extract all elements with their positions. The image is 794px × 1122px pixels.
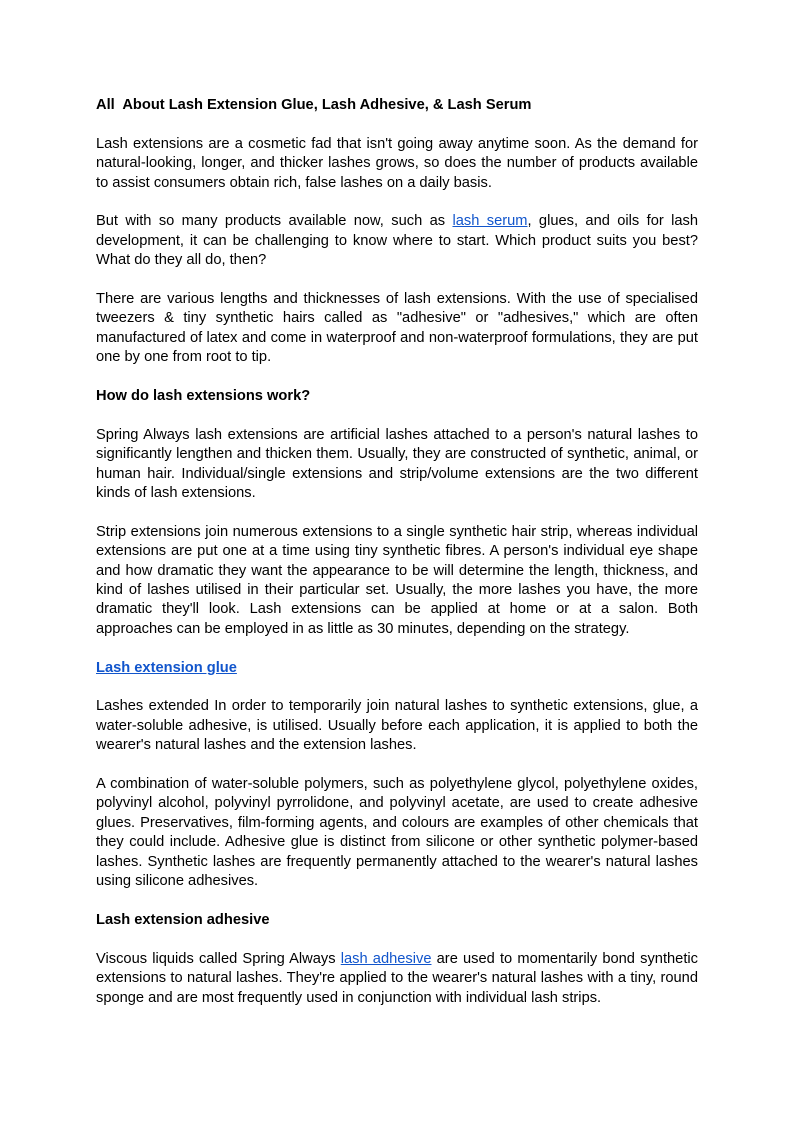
paragraph-text: Viscous liquids called Spring Always bbox=[96, 950, 341, 967]
paragraph-text: , glues, and oils for lash development, it can be challenging to know where to start. Which product suits you best? What do they all do, then? bbox=[96, 213, 698, 269]
paragraph-intro-demand bbox=[96, 135, 698, 193]
paragraph-intro-lengths bbox=[96, 290, 698, 368]
heading-lash-extension-glue-row bbox=[96, 659, 698, 678]
paragraph-text: are used to momentarily bond synthetic extensions to natural lashes. They're applied to the wearer's natural lashes with a tiny, round sponge and are most frequently used in conjunction with individual lash strips. bbox=[96, 950, 698, 1006]
paragraph-intro-products bbox=[96, 212, 698, 270]
lash-adhesive-link[interactable]: lash adhesive bbox=[340, 950, 432, 967]
heading-how-do-lash-extensions-work: How do lash extensions work? bbox=[96, 388, 311, 405]
paragraph-text: Spring Always lash extensions are artificial lashes attached to a person's natural lashes to significantly lengthen and thicken them. Usually, they are constructed of synthetic, animal, or human hair. Individual/single extensions and strip/volume extensions are the two different kinds of lash extensions. bbox=[96, 426, 698, 502]
heading-lash-extension-adhesive: Lash extension adhesive bbox=[96, 911, 270, 928]
document-title: All About Lash Extension Glue, Lash Adhesive, & Lash Serum bbox=[96, 97, 532, 113]
paragraph-text: There are various lengths and thicknesses of lash extensions. With the use of specialised tweezers & tiny synthetic hairs called as "adhesive" or "adhesives," which are often manufactured of latex and come in waterproof and non-waterproof formulations, they are put one by one from root to tip. bbox=[96, 291, 698, 366]
paragraph-glue-2 bbox=[96, 775, 698, 891]
paragraph-adhesive-1 bbox=[96, 950, 698, 1008]
lash-serum-link[interactable]: lash serum bbox=[452, 213, 528, 230]
paragraph-text: Lashes extended In order to temporarily join natural lashes to synthetic extensions, glue, a water-soluble adhesive, is utilised. Usually before each application, it is applied to both the wearer's natural lashes and the extension lashes. bbox=[96, 698, 698, 754]
paragraph-glue-1 bbox=[96, 697, 698, 755]
paragraph-how-work-2 bbox=[96, 523, 698, 639]
paragraph-how-work-1 bbox=[96, 426, 698, 504]
lash-extension-glue-link[interactable]: Lash extension glue bbox=[96, 659, 237, 676]
paragraph-text: Lash extensions are a cosmetic fad that isn't going away anytime soon. As the demand for natural-looking, longer, and thicker lashes grows, so does the number of products available to assist consumers obtain rich, false lashes on a daily basis. bbox=[96, 135, 698, 191]
paragraph-text: But with so many products available now, such as bbox=[96, 213, 453, 230]
paragraph-text: A combination of water-soluble polymers, such as polyethylene glycol, polyethylene oxides, polyvinyl alcohol, polyvinyl pyrrolidone, and polyvinyl acetate, are used to create adhesive glues. Preservatives, film-forming agents, and colours are examples of other chemicals that they could include. Adhesive glue is distinct from silicone or other synthetic polymer-based lashes. Synthetic lashes are frequently permanently attached to the wearer's natural lashes using silicone adhesives. bbox=[96, 776, 698, 890]
paragraph-text: Strip extensions join numerous extensions to a single synthetic hair strip, whereas individual extensions are put one at a time using tiny synthetic fibres. A person's individual eye shape and how dramatic they want the appearance to be will determine the length, thickness, and kind of lashes utilised in their particular set. Usually, the more lashes you have, the more dramatic they'll look. Lash extensions can be applied at home or at a salon. Both approaches can be employed in as little as 30 minutes, depending on the strategy. bbox=[96, 523, 698, 637]
